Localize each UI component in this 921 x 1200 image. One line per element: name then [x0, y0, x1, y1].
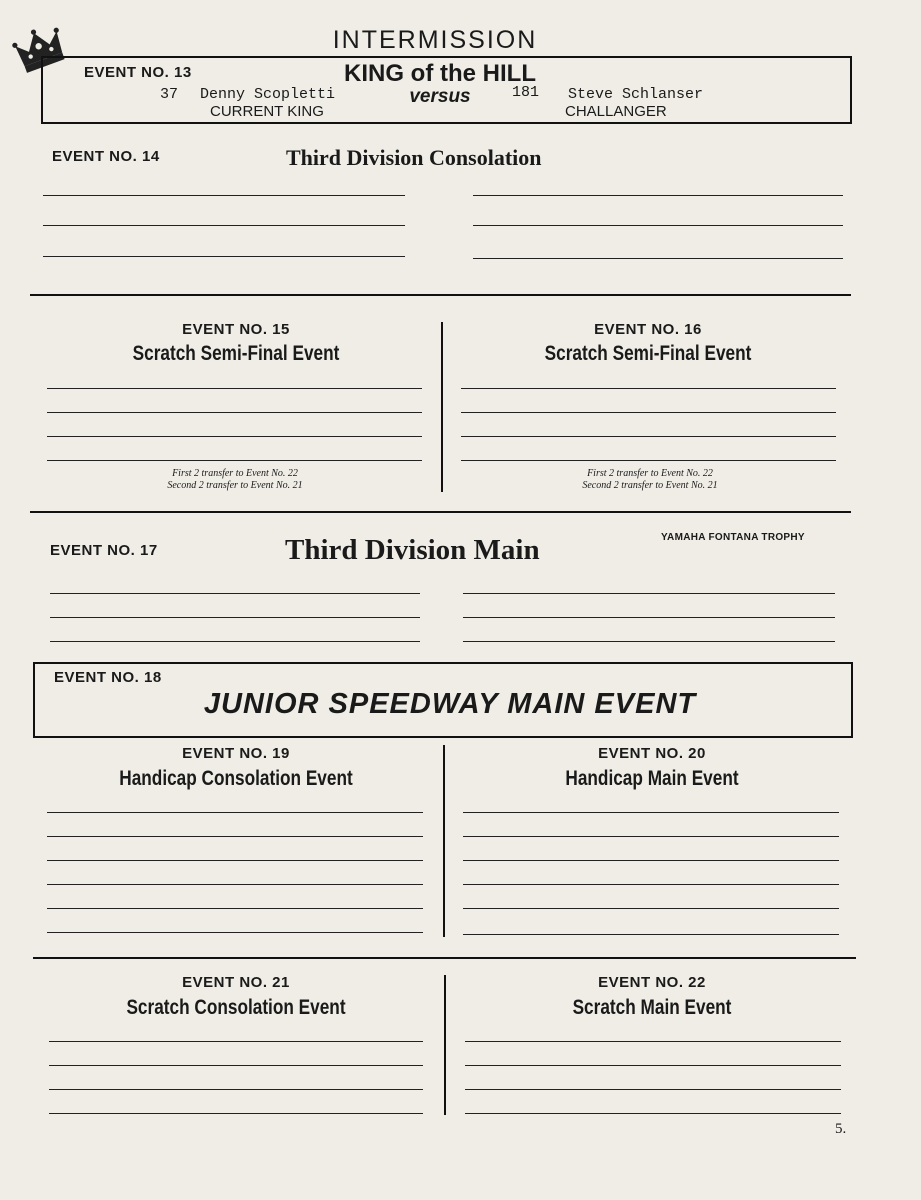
- event-17-number: EVENT NO. 17: [50, 542, 158, 559]
- entry-line: [47, 412, 422, 413]
- section-divider: [30, 511, 851, 513]
- event-15-title: Scratch Semi-Final Event: [132, 342, 340, 365]
- event-16-number: EVENT NO. 16: [594, 321, 702, 338]
- king-role: CURRENT KING: [210, 103, 324, 120]
- entry-line: [463, 641, 835, 642]
- entry-line: [463, 934, 839, 935]
- entry-line: [47, 836, 423, 837]
- entry-line: [47, 388, 422, 389]
- event-14-title: Third Division Consolation: [286, 145, 542, 170]
- entry-line: [50, 593, 420, 594]
- entry-line: [473, 225, 843, 226]
- page-number: 5.: [835, 1121, 847, 1137]
- entry-line: [49, 1113, 423, 1114]
- challenger-role: CHALLANGER: [565, 103, 667, 120]
- event-18-title: JUNIOR SPEEDWAY MAIN EVENT: [203, 688, 697, 720]
- event-21-title: Scratch Consolation Event: [126, 996, 346, 1019]
- event-17-trophy: YAMAHA FONTANA TROPHY: [661, 532, 805, 543]
- event-19-title: Handicap Consolation Event: [119, 767, 353, 790]
- entry-line: [49, 1041, 423, 1042]
- king-number: 37: [160, 86, 179, 103]
- entry-line: [461, 388, 836, 389]
- event-15-number: EVENT NO. 15: [182, 321, 290, 338]
- entry-line: [47, 860, 423, 861]
- entry-line: [47, 884, 423, 885]
- entry-line: [43, 225, 405, 226]
- event-15-note-1: First 2 transfer to Event No. 22: [172, 468, 298, 479]
- column-divider: [443, 745, 445, 937]
- event-20-number: EVENT NO. 20: [598, 745, 706, 762]
- entry-line: [47, 908, 423, 909]
- event-13-number: EVENT NO. 13: [84, 64, 192, 81]
- event-16-note-1: First 2 transfer to Event No. 22: [587, 468, 713, 479]
- event-22-title: Scratch Main Event: [572, 996, 732, 1019]
- entry-line: [465, 1113, 841, 1114]
- entry-line: [47, 436, 422, 437]
- entry-line: [47, 932, 423, 933]
- event-19-number: EVENT NO. 19: [182, 745, 290, 762]
- entry-line: [43, 256, 405, 257]
- entry-line: [463, 884, 839, 885]
- event-17-title: Third Division Main: [285, 534, 540, 566]
- entry-line: [463, 908, 839, 909]
- event-16-note-2: Second 2 transfer to Event No. 21: [582, 480, 718, 491]
- entry-line: [461, 436, 836, 437]
- challenger-number: 181: [512, 84, 540, 101]
- entry-line: [465, 1065, 841, 1066]
- event-15-note-2: Second 2 transfer to Event No. 21: [167, 480, 303, 491]
- entry-line: [463, 836, 839, 837]
- entry-line: [461, 412, 836, 413]
- column-divider: [444, 975, 446, 1115]
- section-divider: [30, 294, 851, 296]
- entry-line: [463, 617, 835, 618]
- entry-line: [463, 593, 835, 594]
- column-divider: [441, 322, 443, 492]
- entry-line: [49, 1089, 423, 1090]
- section-divider: [33, 957, 856, 959]
- entry-line: [47, 812, 423, 813]
- entry-line: [463, 812, 839, 813]
- page-title: INTERMISSION: [332, 26, 538, 54]
- entry-line: [463, 860, 839, 861]
- event-18-number: EVENT NO. 18: [54, 669, 162, 686]
- event-16-title: Scratch Semi-Final Event: [544, 342, 752, 365]
- entry-line: [473, 258, 843, 259]
- entry-line: [50, 641, 420, 642]
- entry-line: [47, 460, 422, 461]
- entry-line: [465, 1041, 841, 1042]
- entry-line: [465, 1089, 841, 1090]
- event-20-title: Handicap Main Event: [565, 767, 739, 790]
- event-14-number: EVENT NO. 14: [52, 148, 160, 165]
- entry-line: [50, 617, 420, 618]
- event-13-versus: versus: [409, 86, 471, 107]
- entry-line: [461, 460, 836, 461]
- event-22-number: EVENT NO. 22: [598, 974, 706, 991]
- entry-line: [43, 195, 405, 196]
- entry-line: [49, 1065, 423, 1066]
- king-name: Denny Scopletti: [200, 86, 336, 103]
- challenger-name: Steve Schlanser: [568, 86, 704, 103]
- entry-line: [473, 195, 843, 196]
- event-21-number: EVENT NO. 21: [182, 974, 290, 991]
- event-13-title: KING of the HILL: [344, 60, 536, 87]
